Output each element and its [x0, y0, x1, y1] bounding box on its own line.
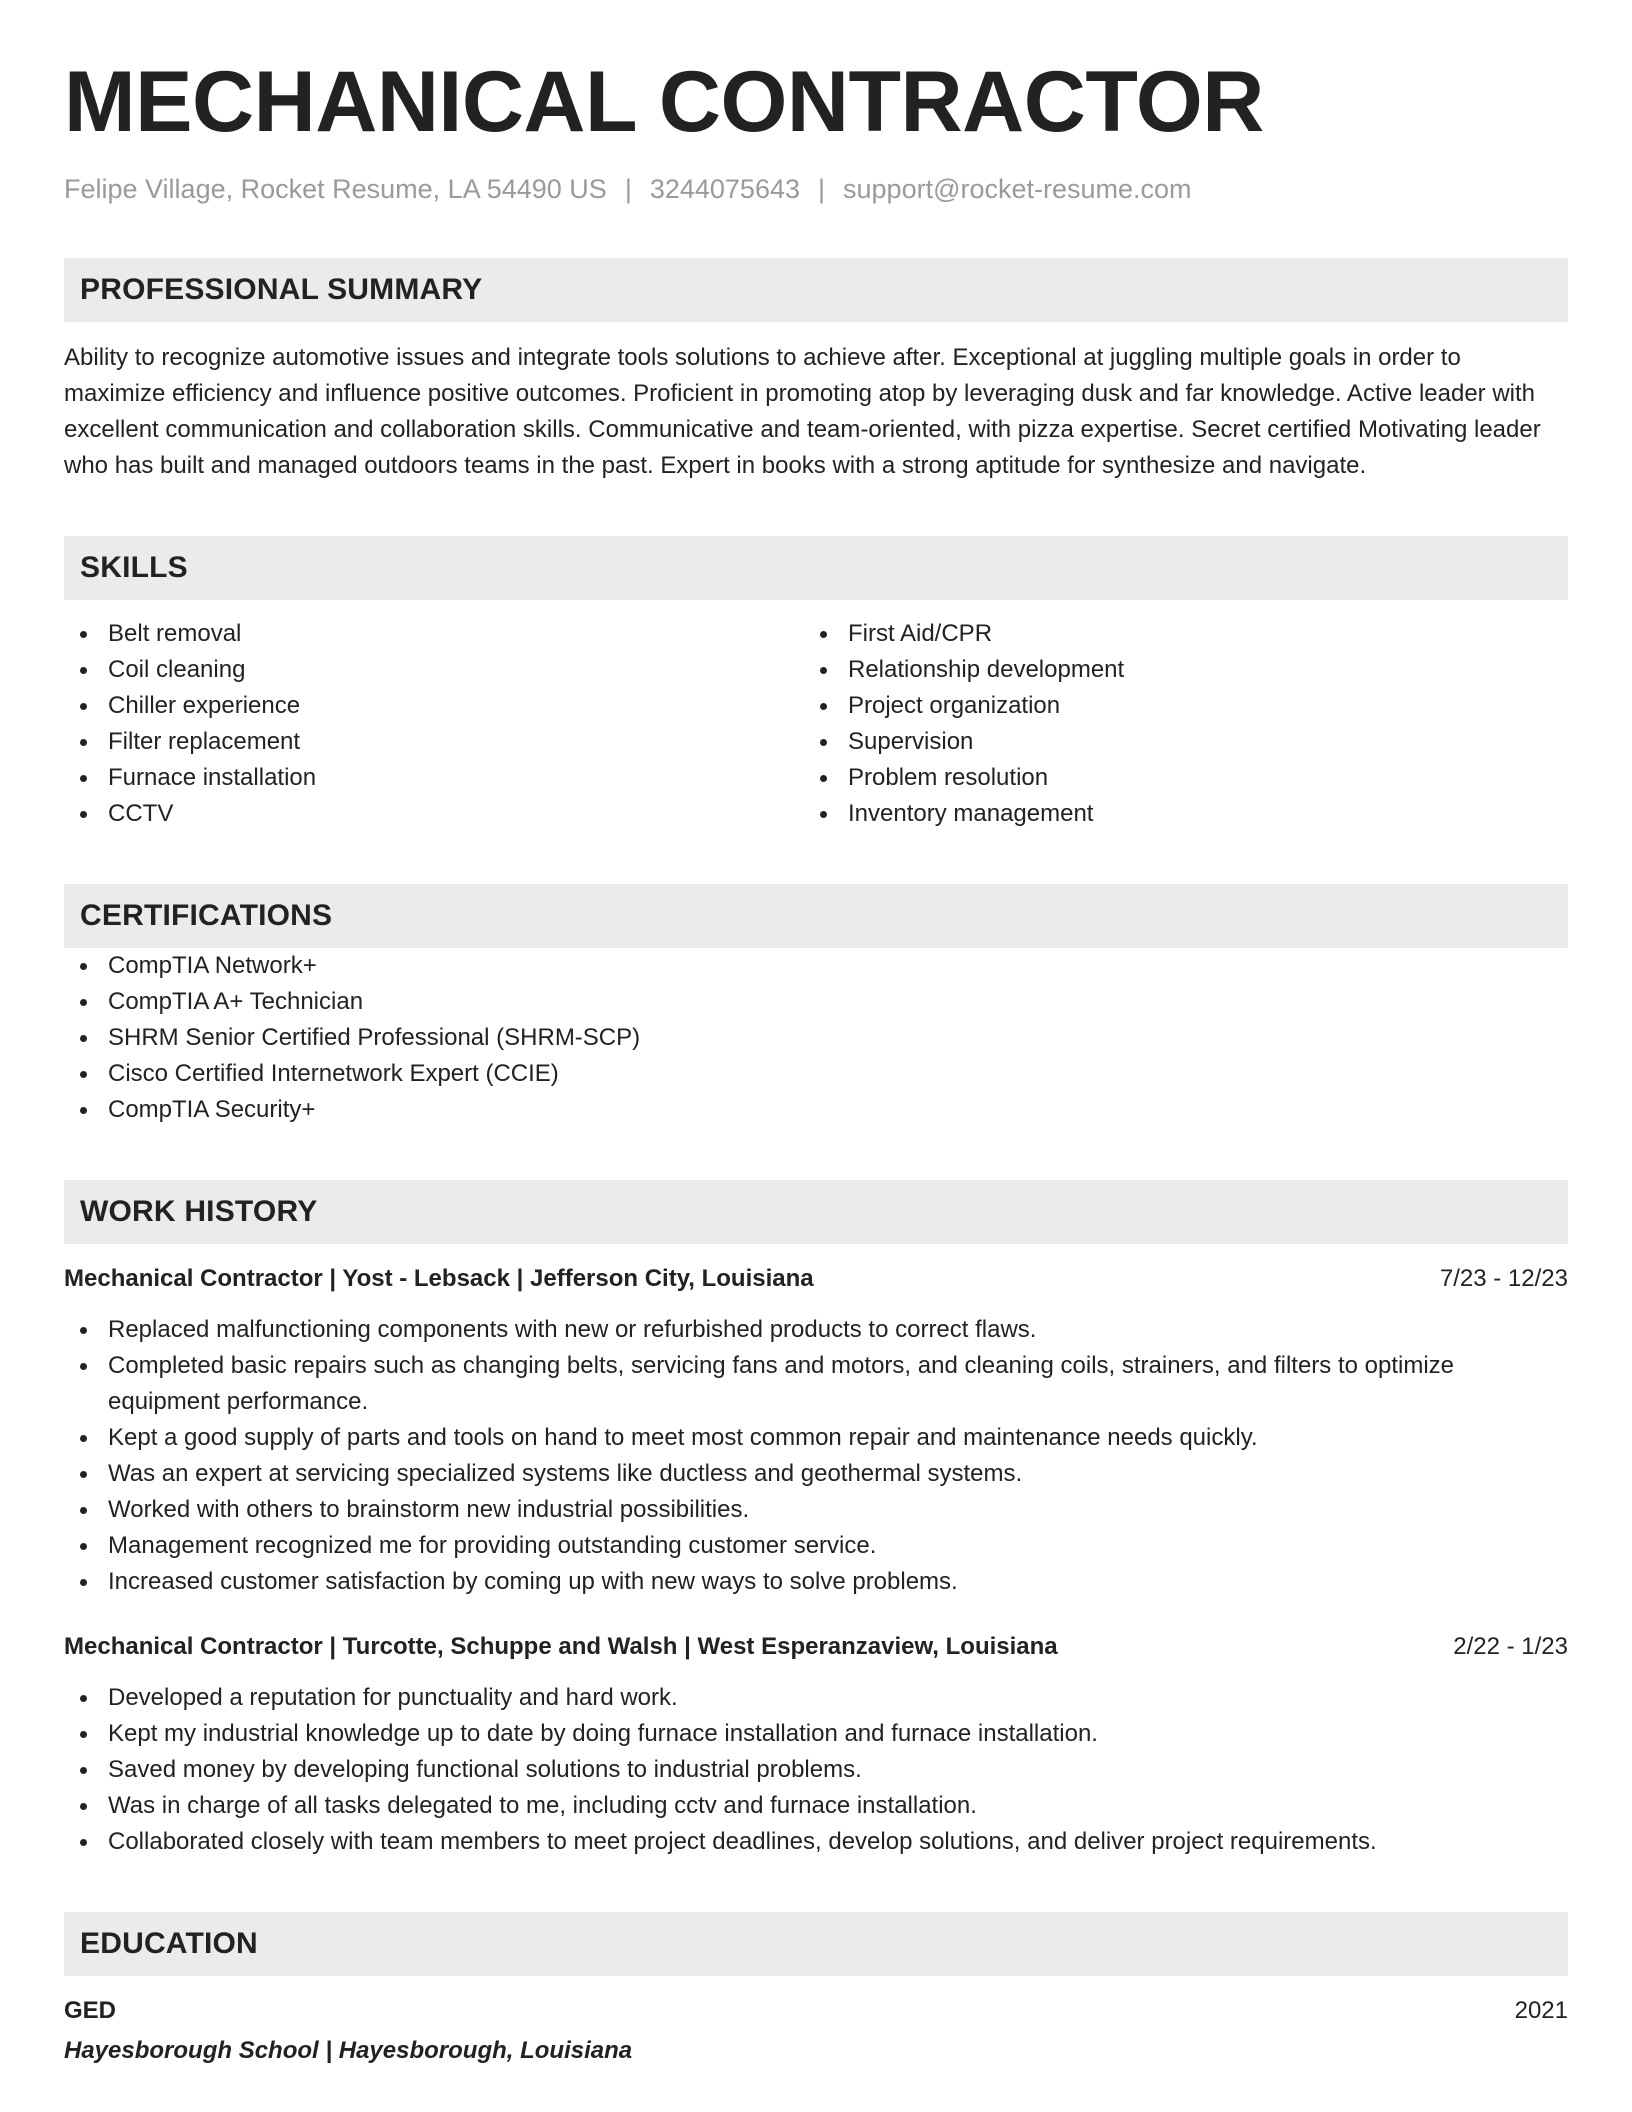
job-duty: Management recognized me for providing outstanding customer service.: [64, 1528, 1568, 1564]
certification-item: CompTIA Security+: [64, 1092, 1568, 1128]
education-degree: GED: [64, 1997, 117, 2024]
section-header-summary: PROFESSIONAL SUMMARY: [64, 258, 1568, 322]
skill-item: Belt removal: [64, 616, 804, 652]
job-duty: Worked with others to brainstorm new industrial possibilities.: [64, 1492, 1568, 1528]
skill-item: Inventory management: [804, 796, 1568, 832]
contact-address: Felipe Village, Rocket Resume, LA 54490 US: [64, 174, 607, 204]
job-duty: Replaced malfunctioning components with new or refurbished products to correct flaws.: [64, 1312, 1568, 1348]
job-duty: Was an expert at servicing specialized systems like ductless and geothermal systems.: [64, 1456, 1568, 1492]
contact-line: [64, 172, 1568, 206]
resume-name: MECHANICAL CONTRACTOR: [64, 54, 1264, 150]
skill-item: Filter replacement: [64, 724, 804, 760]
certification-item: SHRM Senior Certified Professional (SHRM-SCP): [64, 1020, 1568, 1056]
job-dates: 7/23 - 12/23: [1439, 1265, 1568, 1292]
job-entry: [64, 1262, 1568, 1600]
job-duties-list: [64, 1680, 1568, 1860]
job-duty: Increased customer satisfaction by coming up with new ways to solve problems.: [64, 1564, 1568, 1600]
job-duty: Collaborated closely with team members to meet project deadlines, develop solutions, and deliver project requirements.: [64, 1824, 1568, 1860]
skill-item: Problem resolution: [804, 760, 1568, 796]
job-heading-row: [64, 1262, 1568, 1296]
section-header-skills: SKILLS: [64, 536, 1568, 600]
summary-text: Ability to recognize automotive issues and integrate tools solutions to achieve after. Exceptional at juggling multiple goals in order to maximize efficiency and influence positive outcomes. Proficient in promoting atop by leveraging dusk and far knowledge. Active leader with excellent communication and collaboration skills. Communicative and team-oriented, with pizza expertise. Secret certified Motivating leader who has built and managed outdoors teams in the past. Expert in books with a strong aptitude for synthesize and navigate.: [64, 344, 1541, 479]
job-duty: Completed basic repairs such as changing belts, servicing fans and motors, and cleaning coils, strainers, and filters to optimize equipment performance.: [64, 1348, 1568, 1420]
certification-item: Cisco Certified Internetwork Expert (CCIE): [64, 1056, 1568, 1092]
education-school: Hayesborough School | Hayesborough, Louisiana: [64, 2037, 633, 2064]
job-duty: Saved money by developing functional solutions to industrial problems.: [64, 1752, 1568, 1788]
skill-item: Coil cleaning: [64, 652, 804, 688]
skill-item: Supervision: [804, 724, 1568, 760]
job-duty: Was in charge of all tasks delegated to me, including cctv and furnace installation.: [64, 1788, 1568, 1824]
certification-item: CompTIA A+ Technician: [64, 984, 1568, 1020]
skills-list-right: [804, 616, 1568, 832]
skill-item: Chiller experience: [64, 688, 804, 724]
job-title: Mechanical Contractor | Turcotte, Schuppe and Walsh | West Esperanzaview, Louisiana: [64, 1633, 1058, 1660]
job-entry: [64, 1630, 1568, 1860]
job-duties-list: [64, 1312, 1568, 1600]
skill-item: Relationship development: [804, 652, 1568, 688]
section-header-work-history: WORK HISTORY: [64, 1180, 1568, 1244]
education-year: 2021: [1514, 1997, 1568, 2024]
job-dates: 2/22 - 1/23: [1453, 1633, 1568, 1660]
skill-item: CCTV: [64, 796, 804, 832]
job-heading-row: [64, 1630, 1568, 1664]
job-duty: Kept a good supply of parts and tools on hand to meet most common repair and maintenance needs quickly.: [64, 1420, 1568, 1456]
education-heading-row: [64, 1994, 1568, 2028]
skill-item: Project organization: [804, 688, 1568, 724]
job-title: Mechanical Contractor | Yost - Lebsack | Jefferson City, Louisiana: [64, 1265, 814, 1292]
skill-item: First Aid/CPR: [804, 616, 1568, 652]
certification-item: CompTIA Network+: [64, 948, 1568, 984]
skills-grid: [64, 616, 1568, 832]
contact-email: support@rocket-resume.com: [843, 174, 1192, 204]
job-duty: Kept my industrial knowledge up to date by doing furnace installation and furnace installation.: [64, 1716, 1568, 1752]
section-header-education: EDUCATION: [64, 1912, 1568, 1976]
contact-separator: |: [624, 174, 632, 204]
skill-item: Furnace installation: [64, 760, 804, 796]
contact-separator: |: [818, 174, 826, 204]
contact-phone: 3244075643: [649, 174, 800, 204]
section-header-certifications: CERTIFICATIONS: [64, 884, 1568, 948]
certifications-list: [64, 948, 1568, 1128]
skills-list-left: [64, 616, 804, 832]
job-duty: Developed a reputation for punctuality and hard work.: [64, 1680, 1568, 1716]
education-entry: [64, 1994, 1568, 2068]
